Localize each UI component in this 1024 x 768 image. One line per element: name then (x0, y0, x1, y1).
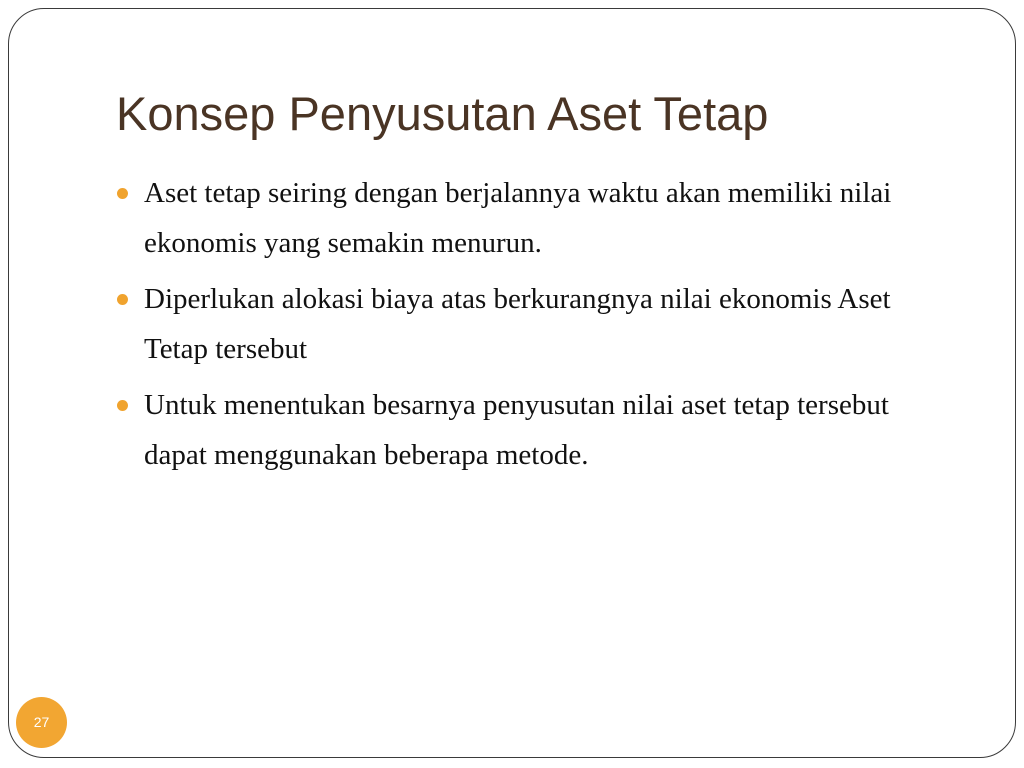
bullet-text: Diperlukan alokasi biaya atas berkurangnya nilai ekonomis Aset Tetap tersebut (144, 283, 891, 365)
bullet-list (116, 168, 956, 486)
bullet-item (116, 380, 956, 480)
bullet-dot-icon (117, 188, 128, 199)
bullet-item (116, 274, 956, 374)
bullet-item (116, 168, 956, 268)
page-number-badge: 27 (16, 697, 67, 748)
bullet-text: Aset tetap seiring dengan berjalannya waktu akan memiliki nilai ekonomis yang semakin menurun. (144, 177, 892, 259)
bullet-dot-icon (117, 400, 128, 411)
bullet-dot-icon (117, 294, 128, 305)
bullet-text: Untuk menentukan besarnya penyusutan nilai aset tetap tersebut dapat menggunakan beberapa metode. (144, 389, 889, 471)
slide-title: Konsep Penyusutan Aset Tetap (116, 87, 769, 140)
